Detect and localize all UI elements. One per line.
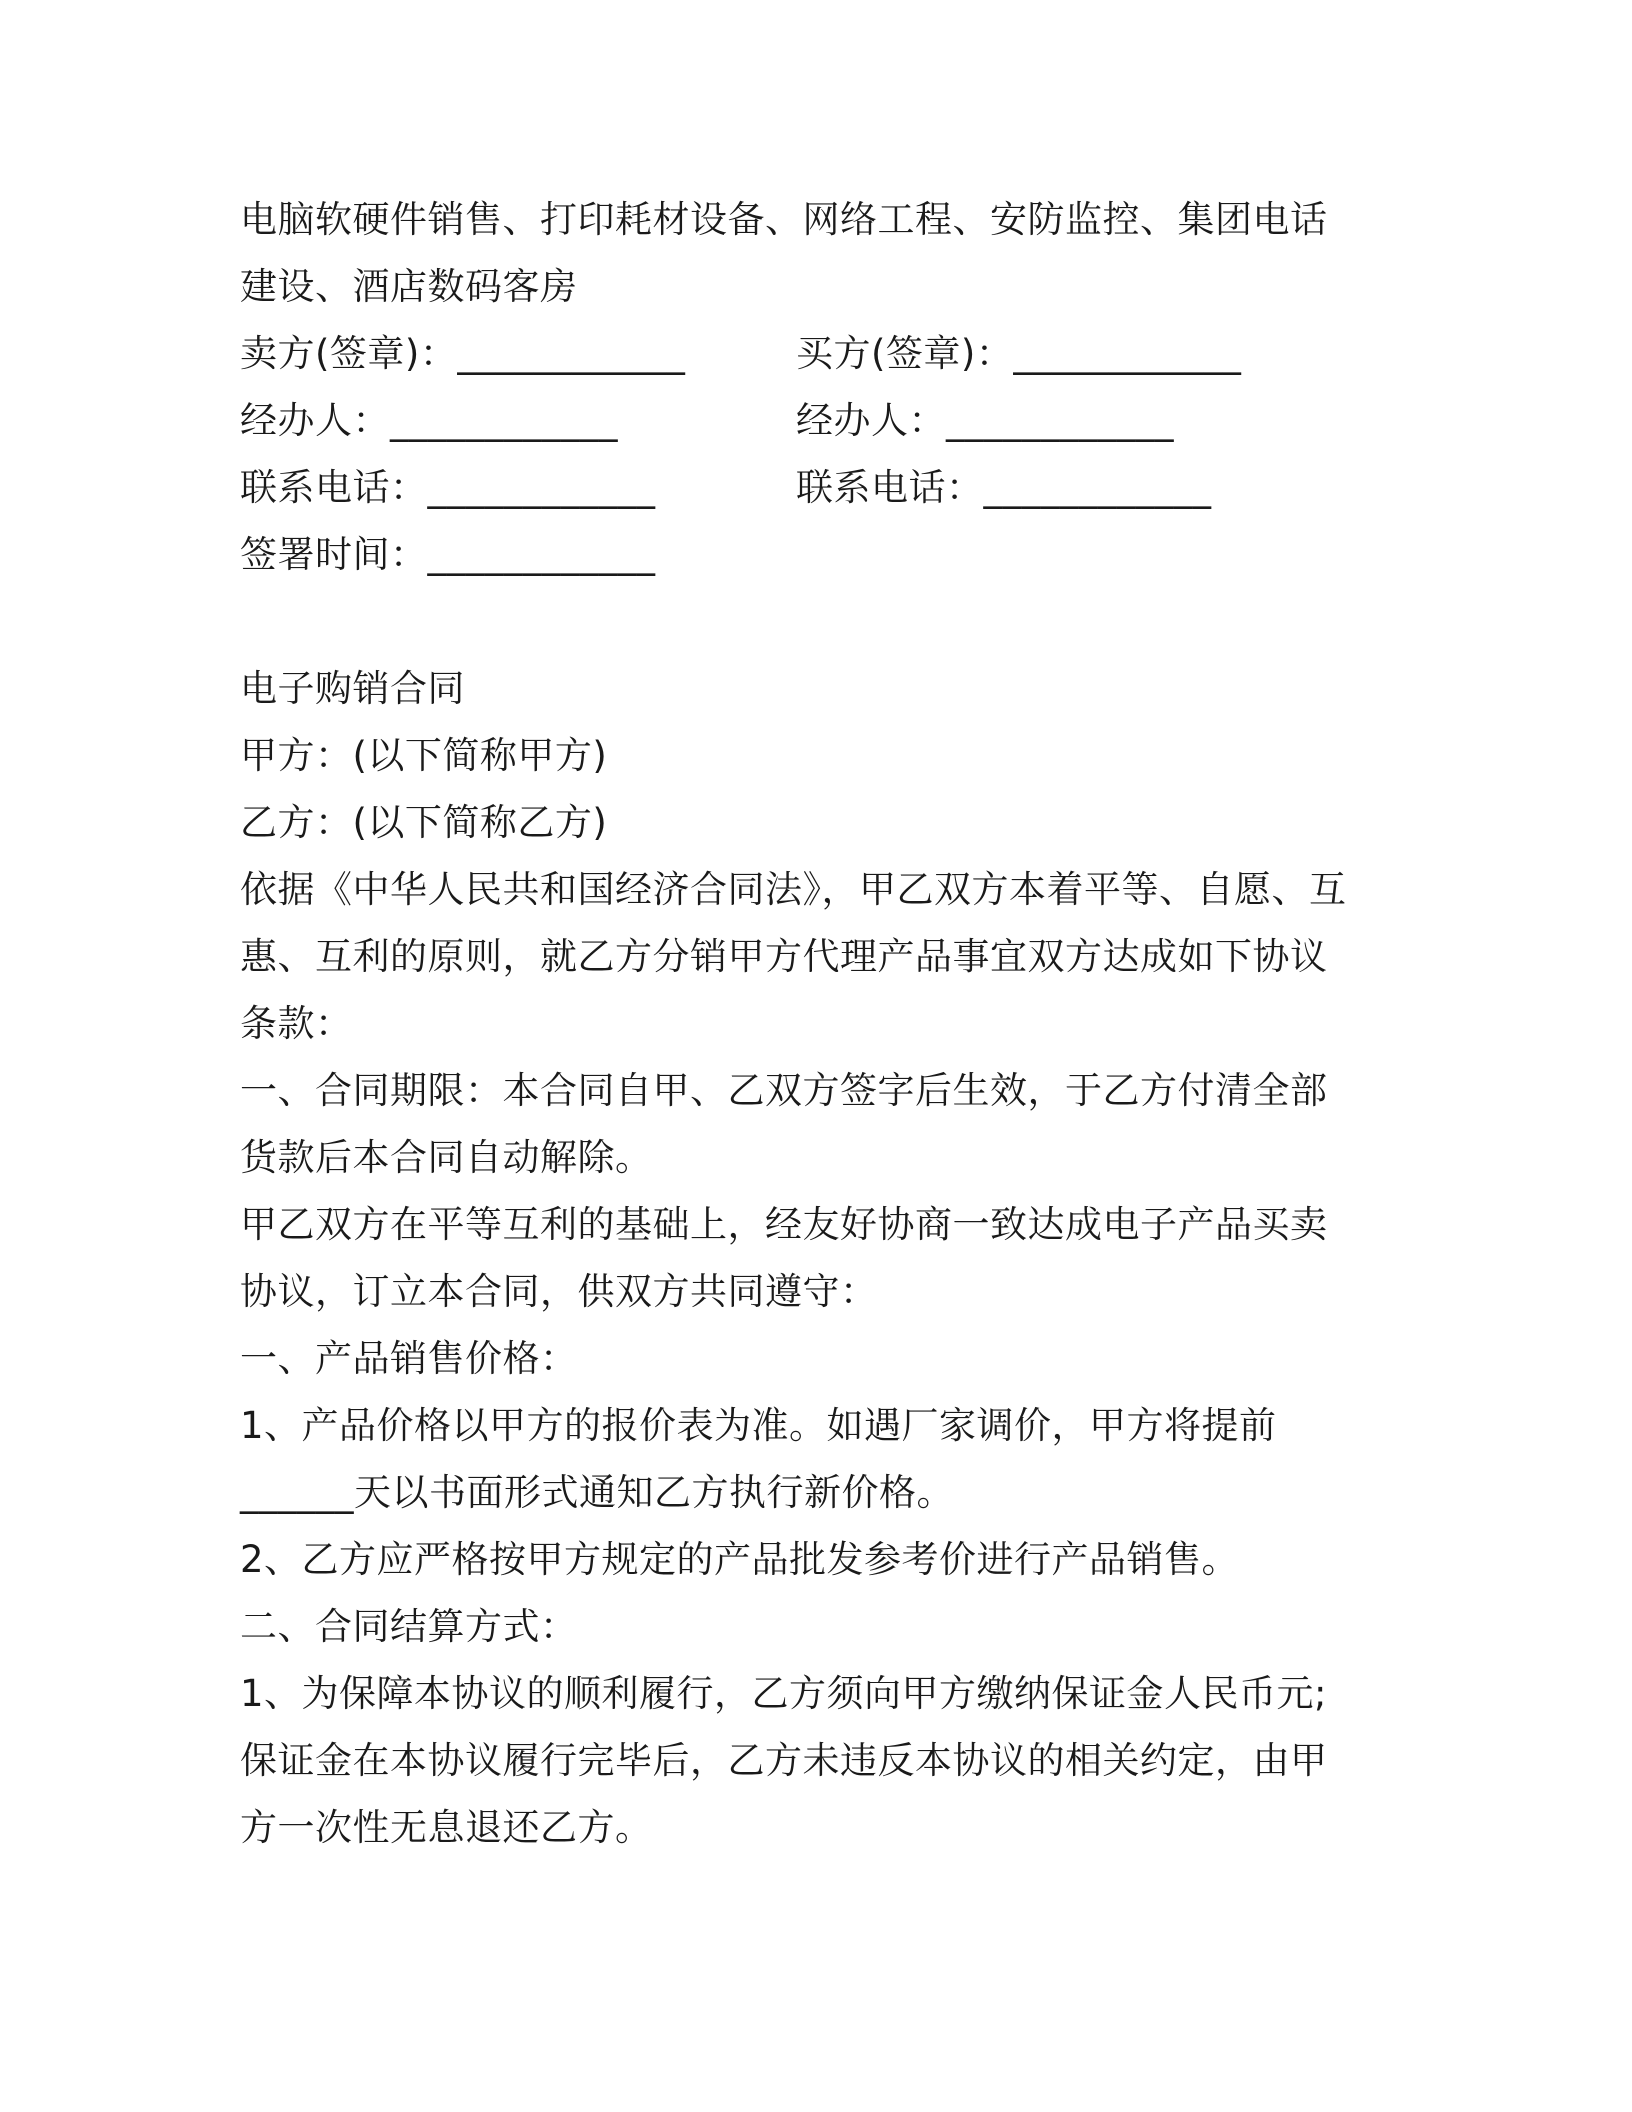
section-2-item-1: 1、为保障本协议的顺利履行，乙方须向甲方缴纳保证金人民币元;保证金在本协议履行完毕后，乙方未违反本协议的相关约定，由甲方一次性无息退还乙方。 bbox=[240, 1672, 1328, 1849]
document-content bbox=[240, 186, 1360, 1861]
signature-row-phone bbox=[240, 454, 1360, 521]
seller-agent-field: 经办人：____________ bbox=[240, 399, 618, 442]
agreement-paragraph: 甲乙双方在平等互利的基础上，经友好协商一致达成电子产品买卖协议，订立本合同，供双方共同遵守： bbox=[240, 1203, 1328, 1313]
buyer-seal-field: 买方(签章)：____________ bbox=[796, 332, 1242, 375]
business-scope-text: 电脑软硬件销售、打印耗材设备、网络工程、安防监控、集团电话建设、酒店数码客房 bbox=[240, 198, 1328, 308]
seller-seal-field: 卖方(签章)：____________ bbox=[240, 332, 686, 375]
seller-phone-field: 联系电话：____________ bbox=[240, 466, 656, 509]
sign-time-field: 签署时间：____________ bbox=[240, 533, 656, 576]
buyer-phone-field: 联系电话：____________ bbox=[796, 466, 1212, 509]
contract-term-paragraph: 一、合同期限：本合同自甲、乙双方签字后生效，于乙方付清全部货款后本合同自动解除。 bbox=[240, 1069, 1328, 1179]
section-1-item-1-line-1: 1、产品价格以甲方的报价表为准。如遇厂家调价，甲方将提前 bbox=[240, 1404, 1277, 1447]
section-spacer bbox=[240, 588, 1360, 655]
section-2-title: 二、合同结算方式： bbox=[240, 1605, 578, 1648]
preamble-paragraph: 依据《中华人民共和国经济合同法》，甲乙双方本着平等、自愿、互惠、互利的原则，就乙方分销甲方代理产品事宜双方达成如下协议条款： bbox=[240, 868, 1347, 1045]
section-1-item-1-line-2: ______天以书面形式通知乙方执行新价格。 bbox=[240, 1471, 954, 1514]
signature-row-agent bbox=[240, 387, 1360, 454]
section-1-title: 一、产品销售价格： bbox=[240, 1337, 578, 1380]
party-a-line: 甲方：(以下简称甲方) bbox=[240, 734, 608, 777]
contract-title: 电子购销合同 bbox=[240, 667, 465, 710]
party-b-line: 乙方：(以下简称乙方) bbox=[240, 801, 608, 844]
section-1-item-2: 2、乙方应严格按甲方规定的产品批发参考价进行产品销售。 bbox=[240, 1538, 1240, 1581]
buyer-agent-field: 经办人：____________ bbox=[796, 399, 1174, 442]
signature-row-seal bbox=[240, 320, 1360, 387]
